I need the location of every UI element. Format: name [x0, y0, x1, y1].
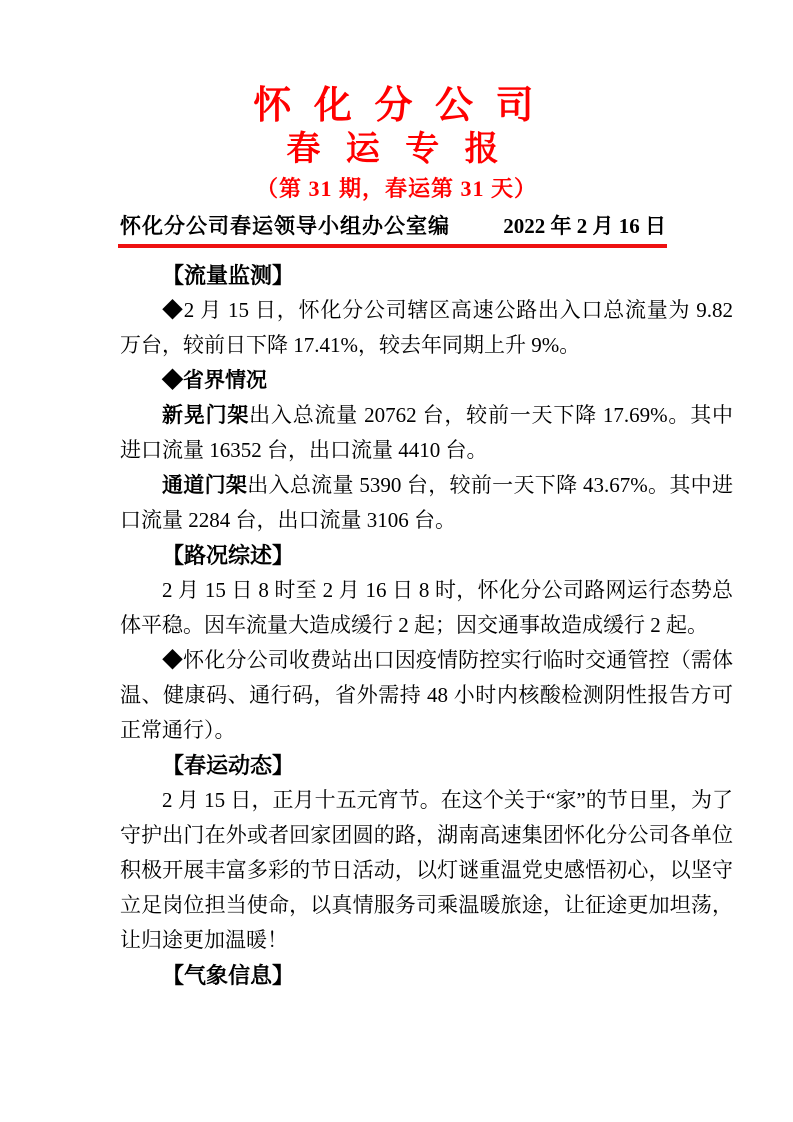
section-heading: 【春运动态】	[162, 753, 295, 778]
paragraph	[120, 643, 733, 748]
paragraph-bold-run: 通道门架	[162, 474, 248, 497]
paragraph-run: 2 月 15 日，正月十五元宵节。在这个关于“家”的节日里，为了守护出门在外或者回家团圆的路，湖南高速集团怀化分公司各单位积极开展丰富多彩的节日活动，以灯谜重温党史感悟初心，以坚守立足岗位担当使命，以真情服务司乘温暖旅途，让征途更加坦荡，让归途更加温暖！	[120, 788, 733, 952]
editor-label: 怀化分公司春运领导小组办公室编	[120, 215, 450, 238]
paragraph-run: 2 月 15 日 8 时至 2 月 16 日 8 时，怀化分公司路网运行态势总体平稳。因车流量大造成缓行 2 起；因交通事故造成缓行 2 起。	[120, 578, 733, 637]
paragraph	[120, 363, 733, 398]
section-heading: 【气象信息】	[162, 963, 295, 988]
document-header	[0, 84, 793, 248]
masthead	[120, 210, 666, 240]
paragraph	[120, 293, 733, 363]
paragraph-run: ◆怀化分公司收费站出口因疫情防控实行临时交通管控（需体温、健康码、通行码，省外需持 48 小时内核酸检测阴性报告方可正常通行）。	[120, 648, 733, 742]
paragraph-bold-run: ◆省界情况	[162, 369, 267, 392]
paragraph	[120, 398, 733, 468]
document-subtitle: 春 运 专 报	[286, 130, 507, 168]
section-heading: 【流量监测】	[162, 263, 295, 288]
paragraph-run: 出入总流量 5390 台，较前一天下降 43.67%。其中进口流量 2284 台，出口流量 3106 台。	[120, 473, 733, 532]
paragraph-bold-run: 新晃门架	[162, 404, 250, 427]
issue-line: （第 31 期，春运第 31 天）	[255, 176, 537, 201]
header-divider-rule	[118, 244, 667, 248]
paragraph	[120, 468, 733, 538]
report-section	[120, 748, 733, 958]
report-section	[120, 258, 733, 538]
paragraph-run: ◆2 月 15 日，怀化分公司辖区高速公路出入口总流量为 9.82 万台，较前日下降 17.41%，较去年同期上升 9%。	[120, 298, 733, 357]
paragraph	[120, 573, 733, 643]
report-section	[120, 538, 733, 748]
section-heading: 【路况综述】	[162, 543, 295, 568]
date-label: 2022 年 2 月 16 日	[503, 214, 666, 238]
document-title: 怀 化 分 公 司	[253, 85, 540, 127]
paragraph	[120, 783, 733, 958]
paragraph-run: 出入总流量 20762 台，较前一天下降 17.69%。其中进口流量 16352 台，出口流量 4410 台。	[120, 403, 734, 462]
report-section	[120, 958, 733, 993]
document-body	[120, 258, 733, 993]
